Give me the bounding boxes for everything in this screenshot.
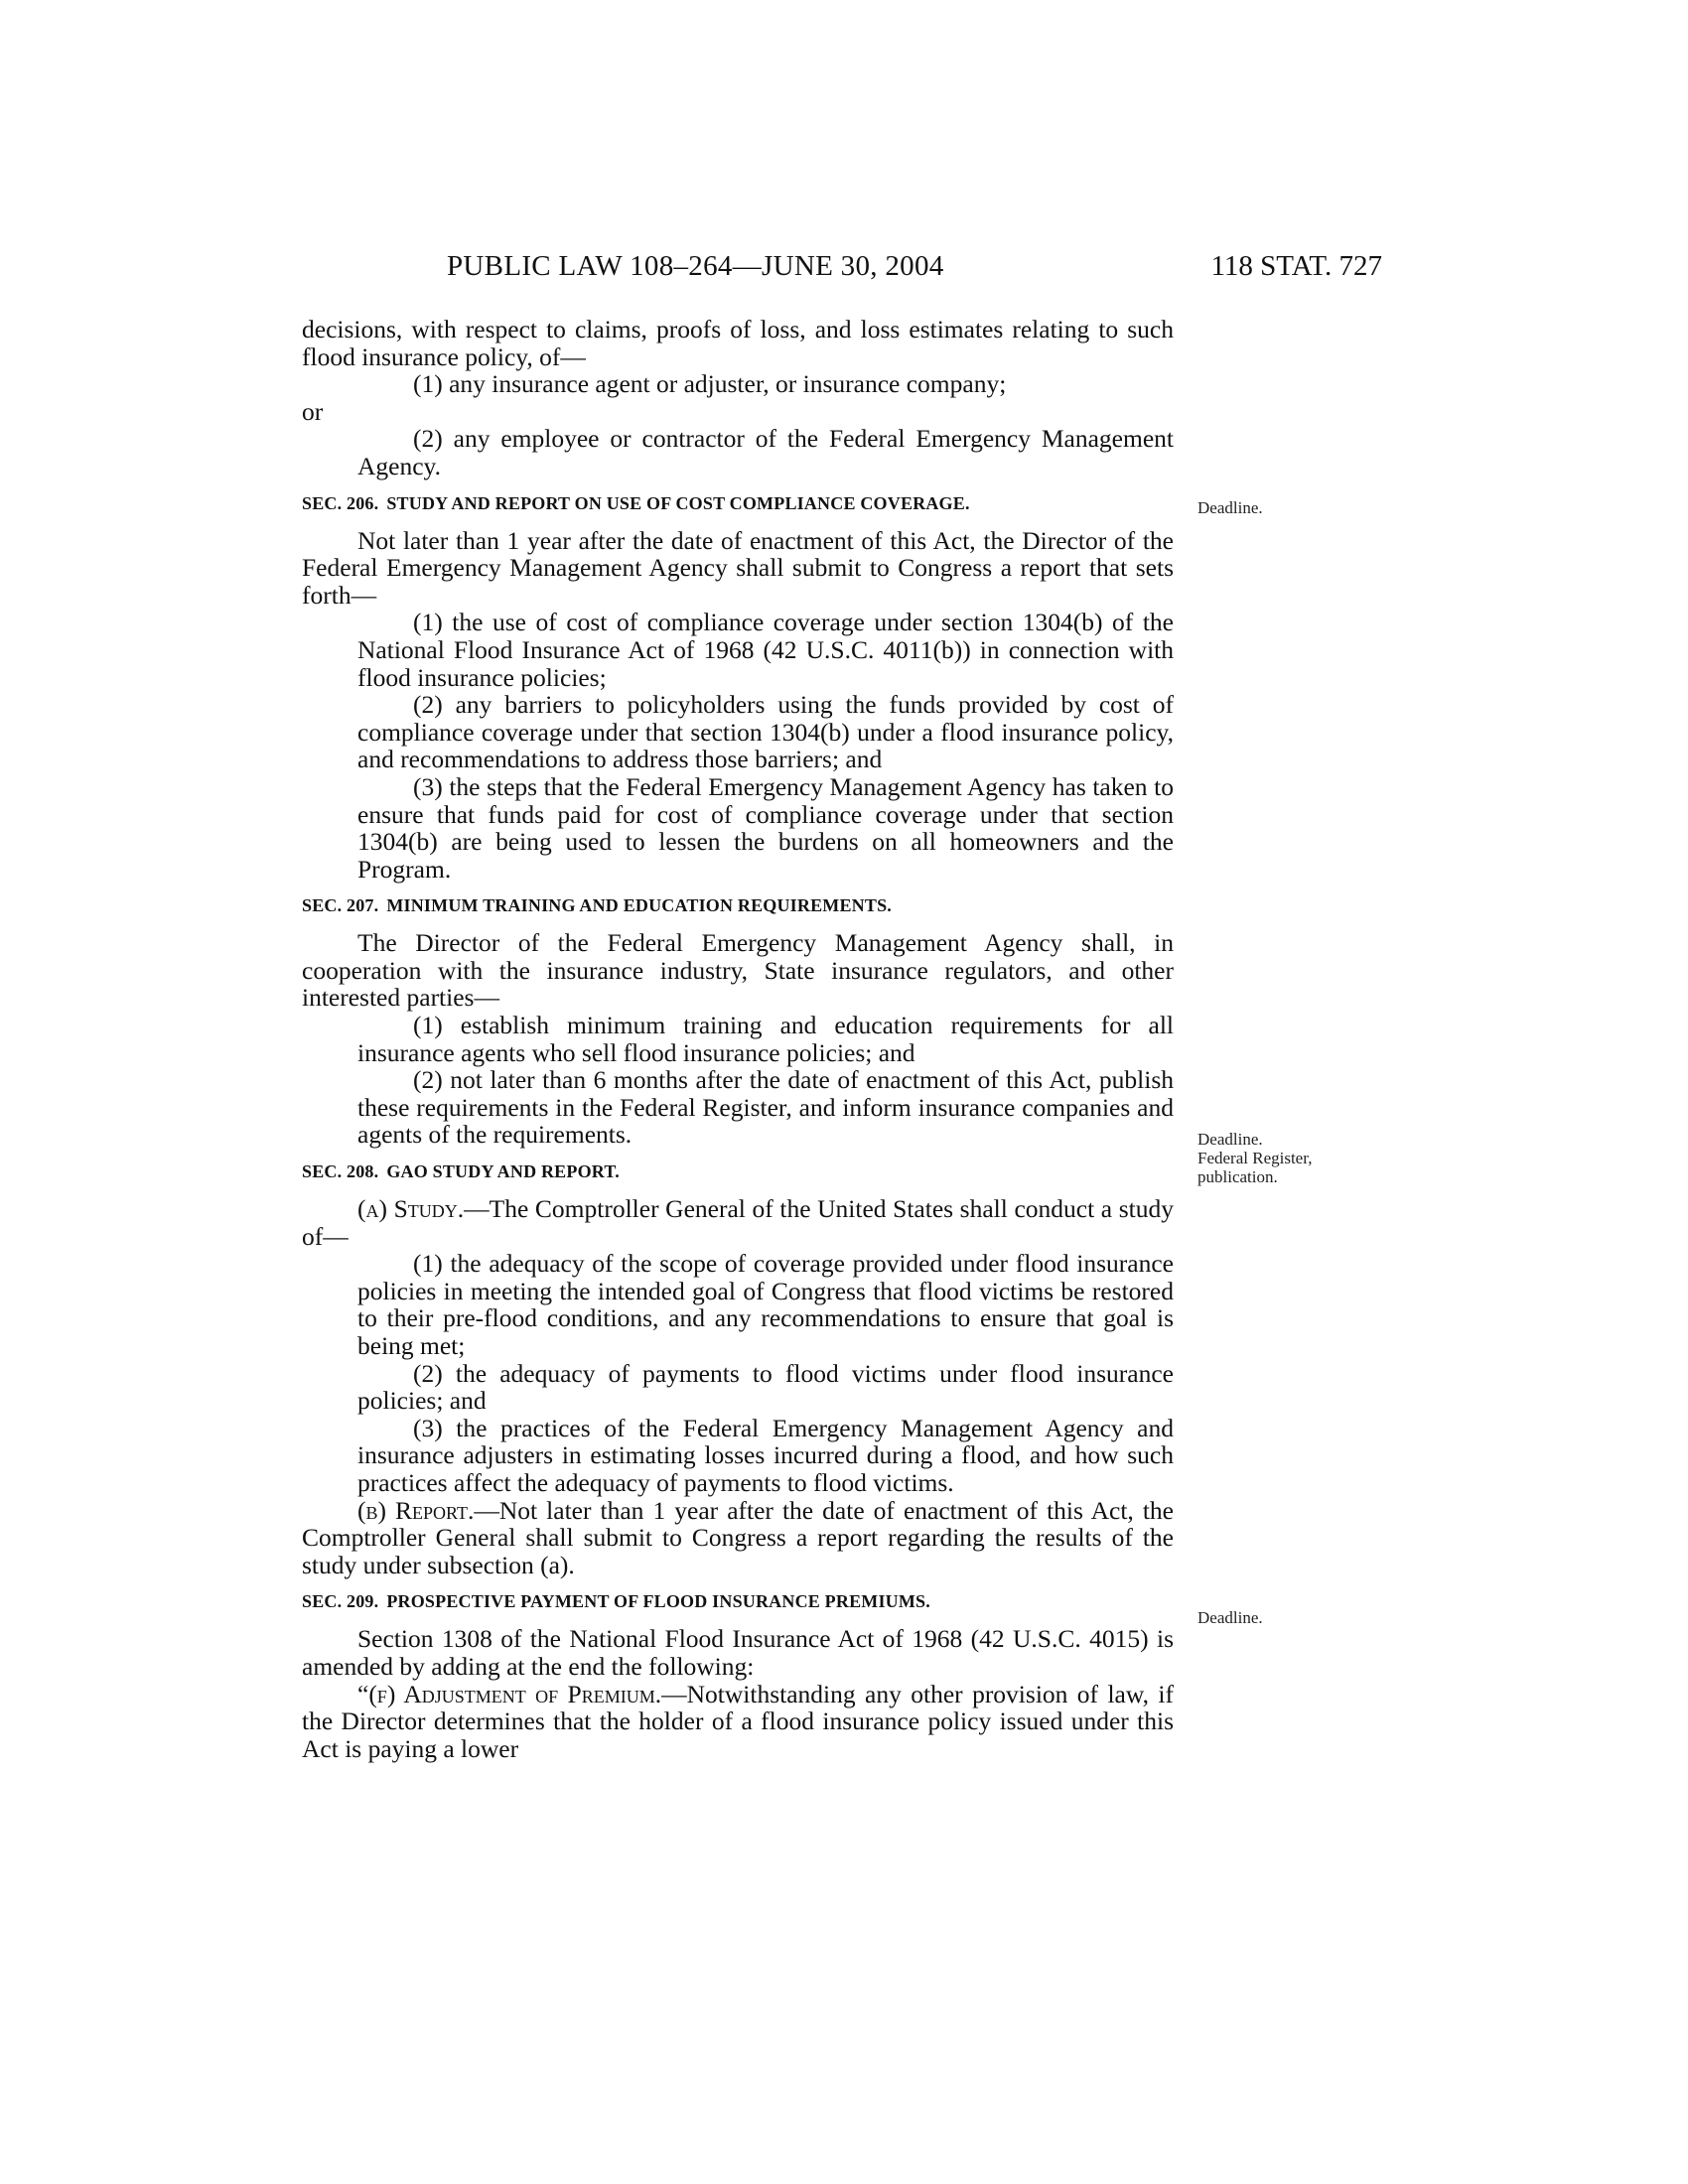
subsection-f-label: “(f) Adjustment of Premium. <box>357 1679 662 1708</box>
section-208-title: GAO STUDY AND REPORT. <box>386 1161 620 1182</box>
section-206-title: STUDY AND REPORT ON USE OF COST COMPLIANCE COVERAGE. <box>386 492 970 513</box>
section-207-number: SEC. 207. <box>302 895 379 916</box>
section-206-number: SEC. 206. <box>302 492 379 513</box>
margin-note-deadline-206 <box>1197 498 1263 517</box>
section-206-heading <box>302 492 1174 515</box>
section-206-item-2: (2) any barriers to policyholders using the funds provided by cost of compliance coverage under that section 1304(b) under a flood insurance policy, and recommendations to address those barriers; and <box>357 690 1174 774</box>
section-209-title: PROSPECTIVE PAYMENT OF FLOOD INSURANCE PREMIUMS. <box>386 1591 930 1612</box>
margin-note-text: Deadline. <box>1197 1608 1263 1627</box>
section-208-subsection-a <box>302 1195 1174 1250</box>
section-208-item-3: (3) the practices of the Federal Emergency Management Agency and insurance adjusters in estimating losses incurred during a flood, and how such practices affect the adequacy of payments to flood victims. <box>357 1413 1174 1497</box>
section-209-heading <box>302 1590 1174 1613</box>
subsection-f-text: —Notwithstanding any other provision of law, if the Director determines that the holder of a flood insurance policy issued under this Act is paying a lower <box>302 1679 1174 1763</box>
margin-note-line-2: Federal Register, <box>1197 1149 1313 1167</box>
subsection-a-label: (a) Study. <box>357 1194 465 1224</box>
section-207-item-2: (2) not later than 6 months after the date of enactment of this Act, publish these requirements in the Federal Register, and inform insurance companies and agents of the requirements. <box>357 1065 1174 1150</box>
section-208-subsection-b <box>302 1497 1174 1579</box>
section-209-subsection-f <box>302 1681 1174 1763</box>
intro-item-2: (2) any employee or contractor of the Federal Emergency Management Agency. <box>357 424 1174 480</box>
margin-note-deadline-208 <box>1197 1608 1263 1627</box>
section-207-paragraph: The Director of the Federal Emergency Management Agency shall, in cooperation with the insurance industry, State insurance regulators, and other interested parties— <box>302 928 1174 1013</box>
section-208-number: SEC. 208. <box>302 1161 379 1182</box>
page-header <box>298 250 1380 294</box>
section-207-heading <box>302 894 1174 917</box>
subsection-a-text: —The Comptroller General of the United States shall conduct a study of— <box>302 1194 1174 1251</box>
section-206-item-1: (1) the use of cost of compliance coverage under section 1304(b) of the National Flood Insurance Act of 1968 (42 U.S.C. 4011(b)) in connection with flood insurance policies; <box>357 608 1174 692</box>
margin-note-text: Deadline. <box>1197 498 1263 517</box>
intro-or: or <box>302 396 324 426</box>
margin-note-deadline-207 <box>1197 1130 1312 1186</box>
section-208-item-1: (1) the adequacy of the scope of coverage provided under flood insurance policies in meeting the intended goal of Congress that flood victims be restored to their pre-flood conditions, and any recommendations to ensure that goal is being met; <box>357 1249 1174 1360</box>
running-title: PUBLIC LAW 108–264—JUNE 30, 2004 <box>447 250 944 282</box>
subsection-b-text: —Not later than 1 year after the date of enactment of this Act, the Comptroller General shall submit to Congress a report regarding the results of the study under subsection (a). <box>302 1495 1174 1579</box>
body-text <box>302 316 1174 1762</box>
intro-paragraph: decisions, with respect to claims, proofs of loss, and loss estimates relating to such flood insurance policy, of— <box>302 315 1174 371</box>
section-209-number: SEC. 209. <box>302 1591 379 1612</box>
statute-page-number: 118 STAT. 727 <box>1210 250 1382 282</box>
section-206-item-3: (3) the steps that the Federal Emergency Management Agency has taken to ensure that funds paid for cost of compliance coverage under that section 1304(b) are being used to lessen the burdens on all homeowners and the Program. <box>357 771 1174 884</box>
section-209-paragraph: Section 1308 of the National Flood Insurance Act of 1968 (42 U.S.C. 4015) is amended by adding at the end the following: <box>302 1624 1174 1681</box>
section-208-heading <box>302 1160 1174 1183</box>
section-206-paragraph: Not later than 1 year after the date of enactment of this Act, the Director of the Federal Emergency Management Agency shall submit to Congress a report that sets forth— <box>302 525 1174 610</box>
section-208-item-2: (2) the adequacy of payments to flood victims under flood insurance policies; and <box>357 1358 1174 1416</box>
section-207-title: MINIMUM TRAINING AND EDUCATION REQUIREMENTS. <box>386 895 892 916</box>
margin-note-line-3: publication. <box>1197 1167 1278 1186</box>
section-207-item-1: (1) establish minimum training and education requirements for all insurance agents who sell flood insurance policies; and <box>357 1011 1174 1067</box>
subsection-b-label: (b) Report. <box>357 1495 475 1525</box>
intro-item-1: (1) any insurance agent or adjuster, or insurance company; <box>413 369 1007 399</box>
margin-note-line-1: Deadline. <box>1197 1130 1263 1149</box>
